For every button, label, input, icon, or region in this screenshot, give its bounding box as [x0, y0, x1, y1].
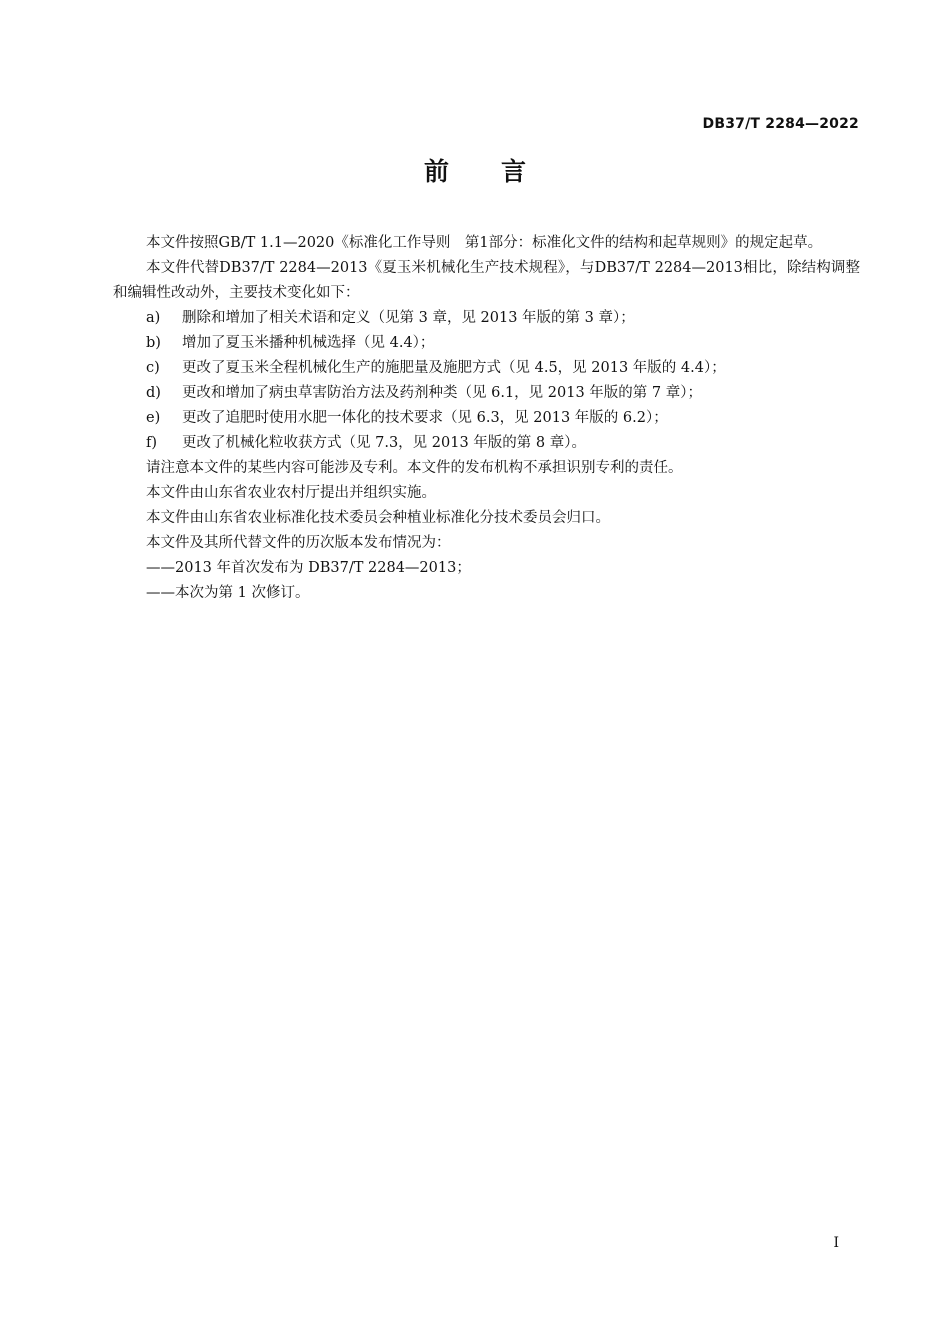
list-item [113, 381, 860, 406]
list-item-text: 更改了机械化粒收获方式（见 7.3，见 2013 年版的第 8 章）。 [182, 435, 586, 451]
list-marker: d) [146, 385, 161, 401]
list-item [113, 356, 860, 381]
page-title [0, 152, 950, 188]
list-marker: b) [146, 335, 161, 351]
changes-list [113, 306, 860, 456]
list-item-text: 删除和增加了相关术语和定义（见第 3 章，见 2013 年版的第 3 章）； [182, 310, 635, 326]
list-item [113, 431, 860, 456]
list-item-text: 更改和增加了病虫草害防治方法及药剂种类（见 6.1，见 2013 年版的第 7 章）； [182, 385, 702, 401]
history-intro: 本文件及其所代替文件的历次版本发布情况为： [146, 535, 451, 551]
drafting-rule-paragraph: 本文件按照GB/T 1.1—2020《标准化工作导则 第1部分：标准化文件的结构和起草规则》的规定起草。 [146, 235, 823, 251]
document-code: DB37/T 2284—2022 [702, 116, 859, 132]
page-number: I [833, 1235, 839, 1251]
list-marker: e) [146, 410, 161, 426]
title-char-1: 前 [423, 157, 449, 186]
committee-statement: 本文件由山东省农业标准化技术委员会种植业标准化分技术委员会归口。 [146, 510, 610, 526]
title-char-2: 言 [501, 157, 527, 186]
replacement-paragraph: 本文件代替DB37/T 2284—2013《夏玉米机械化生产技术规程》，与DB37/T 2284—2013相比，除结构调整和编辑性改动外，主要技术变化如下： [113, 260, 860, 301]
list-item [113, 306, 860, 331]
list-item [113, 331, 860, 356]
list-marker: f) [146, 435, 158, 451]
list-item-text: 更改了夏玉米全程机械化生产的施肥量及施肥方式（见 4.5，见 2013 年版的 4.4）； [182, 360, 726, 376]
list-marker: c) [146, 360, 160, 376]
list-item-text: 更改了追肥时使用水肥一体化的技术要求（见 6.3，见 2013 年版的 6.2）； [182, 410, 668, 426]
proposer-statement: 本文件由山东省农业农村厅提出并组织实施。 [146, 485, 436, 501]
patent-notice: 请注意本文件的某些内容可能涉及专利。本文件的发布机构不承担识别专利的责任。 [146, 460, 683, 476]
history-item: ——本次为第 1 次修订。 [146, 585, 310, 601]
foreword-body [113, 231, 860, 606]
list-item-text: 增加了夏玉米播种机械选择（见 4.4）； [182, 335, 435, 351]
history-item: ——2013 年首次发布为 DB37/T 2284—2013； [146, 560, 471, 576]
list-item [113, 406, 860, 431]
list-marker: a) [146, 310, 161, 326]
